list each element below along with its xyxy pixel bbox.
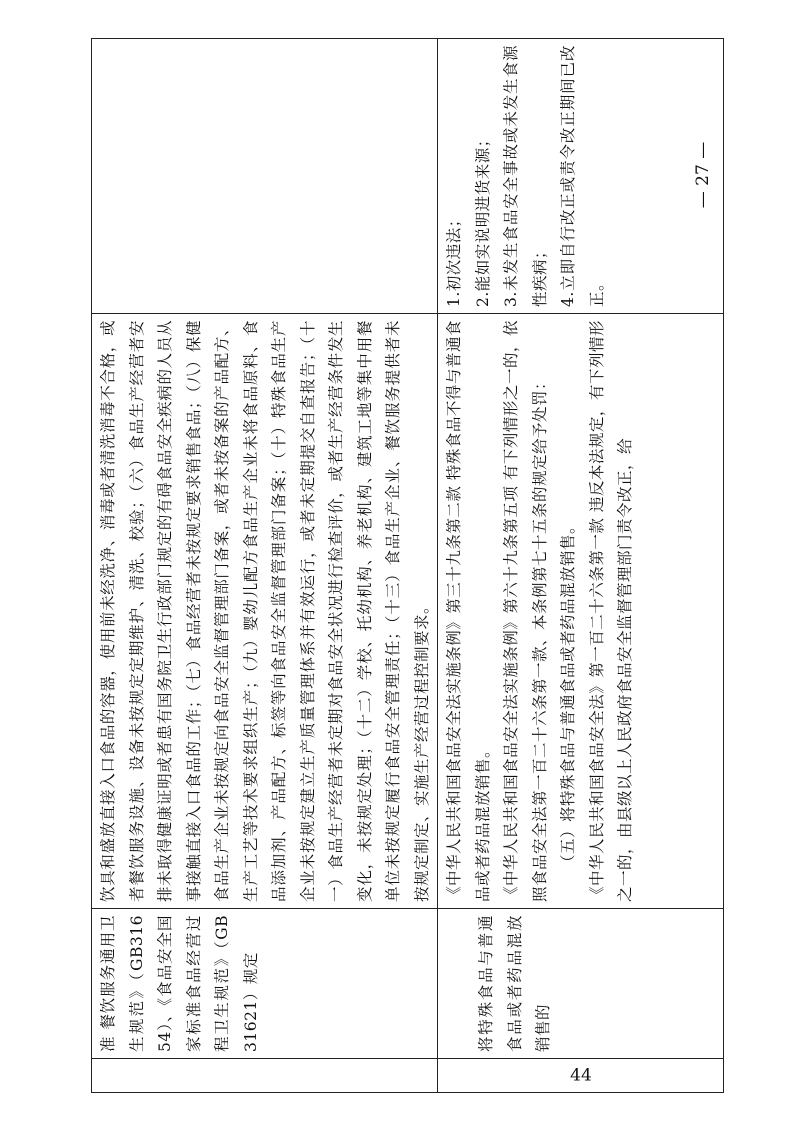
table-row [438,39,724,1093]
legal-basis-cell [438,314,724,909]
legal-basis-paragraph: 《中华人民共和国食品安全法》第一百二十六条第一款 违反本法规定，有下列情形之一的，由县级以上人民政府食品安全监督管理部门责令改正，给 [587,320,634,902]
condition-item: 4.立即自行改正或责令改正期间已改正。 [559,45,606,307]
conditions-list [92,39,94,313]
violation-name-cell [438,909,724,1059]
violation-name-cell [92,909,438,1059]
condition-item: 1.初次违法； [445,211,463,307]
rotated-table-frame [91,39,723,1093]
violation-name: 准 餐饮服务通用卫生规范》（GB31654）、《食品安全国家标准食品经营过程卫生规范》（GB31621）规定 [99,915,260,1052]
legal-basis-paragraph: 《中华人民共和国食品安全法实施条例》第六十九条第五项 有下列情形之一的，依照食品安全法第一百二十六条第一款、本条例第七十五条的规定给予处罚： [502,320,549,902]
legal-basis-paragraph: 《中华人民共和国食品安全法实施条例》第三十九条第二款 特殊食品不得与普通食品或者药品混放销售。 [445,320,492,902]
violation-name: 将特殊食品与普通食品或者药品混放销售的 [477,915,552,1052]
row-number: 44 [569,1065,592,1086]
condition-item: 3.未发生食品安全事故或未发生食源性疾病； [502,45,549,307]
conditions-list [438,39,611,313]
row-number-cell [92,1059,438,1093]
table-row [92,39,438,1093]
legal-basis-text: 饮具和盛放直接入口食品的容器，使用前未经洗净、消毒或者清洗消毒不合格，或者餐饮服务设施、设备未按规定定期维护、清洗、校验；（六）食品生产经营者安排未取得健康证明或者患有国务院卫生行政部门规定的有碍食品安全疾病的人员从事接触直接入口食品的工作；（七）食品经营者未按规定要求销售食品；（八）保健食品生产企业未按规定向食品安全监督管理部门备案，或者未按备案的产品配方、生产工艺等技术要求组织生产；（九）婴幼儿配方食品生产企业未将食品原料、食品添加剂、产品配方、标签等向食品安全监督管理部门备案；（十）特殊食品生产企业未按规定建立生产质量管理体系并有效运行，或者未定期提交自查报告；（十一）食品生产经营者未定期对食品安全状况进行检查评价，或者生产经营条件发生变化，未按规定处理；（十二）学校、托幼机构、养老机构、建筑工地等集中用餐单位未按规定履行食品安全管理责任；（十三）食品生产企业、餐饮服务提供者未按规定制定、实施生产经营过程控制要求。 [99,320,431,902]
legal-basis-cell [92,314,438,909]
legal-basis-paragraph: （五）将特殊食品与普通食品或者药品混放销售。 [559,517,577,870]
legal-basis-text [438,314,640,908]
enforcement-table [91,38,724,1093]
condition-item: 2.能如实说明进货来源； [473,131,492,307]
conditions-cell [92,39,438,314]
row-number-cell [438,1059,724,1093]
page-number: — 27 — [693,141,713,209]
